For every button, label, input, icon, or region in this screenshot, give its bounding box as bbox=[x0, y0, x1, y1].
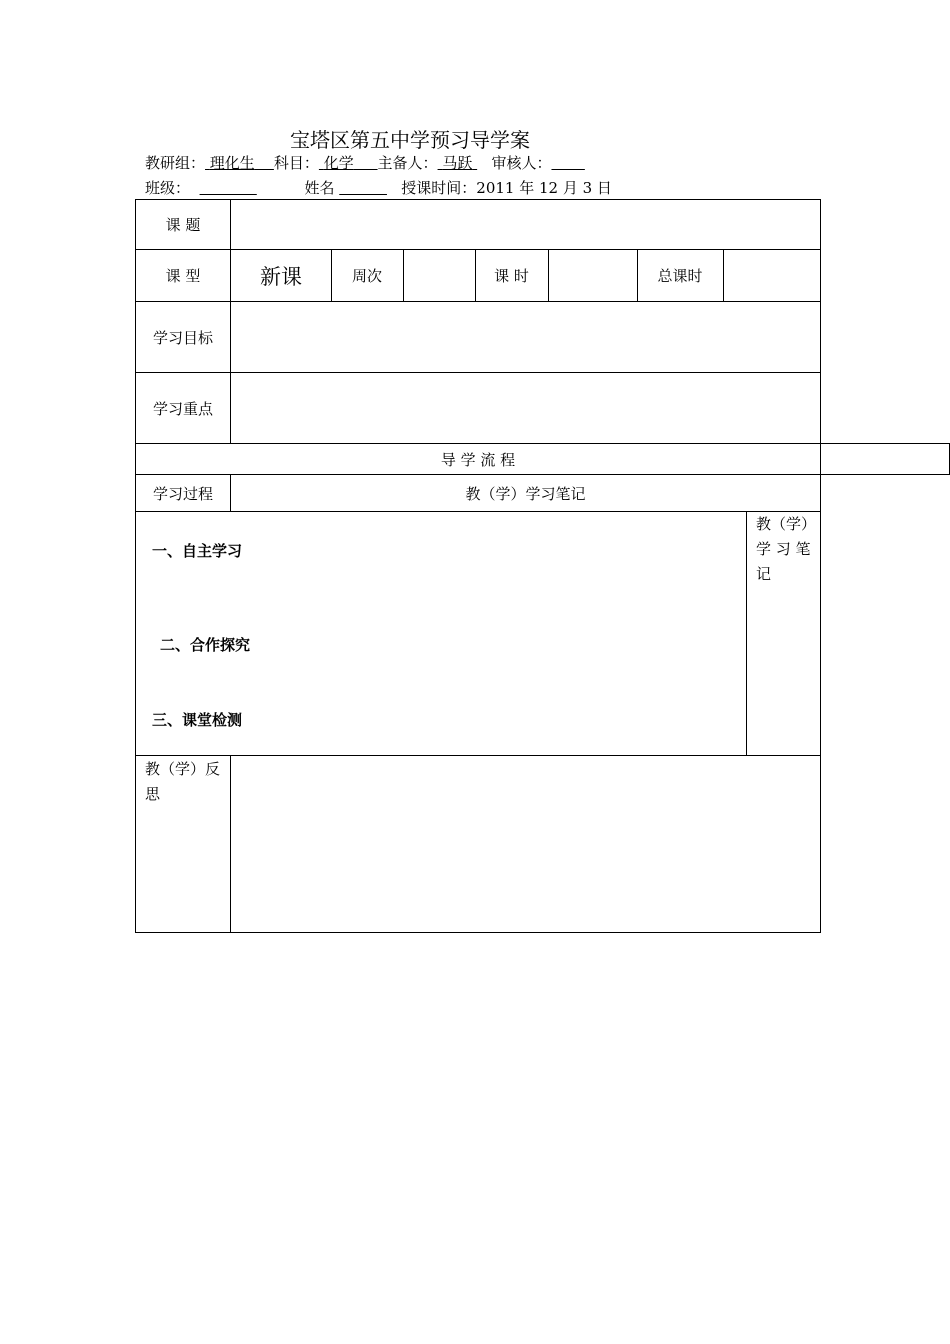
process-label: 学习过程 bbox=[152, 484, 213, 503]
group-value: 理化生 bbox=[209, 154, 255, 172]
side-notes-line-1: 教（学） bbox=[756, 515, 817, 533]
header-line-1 bbox=[145, 152, 585, 173]
group-label: 教研组： bbox=[145, 154, 206, 172]
goal-label: 学习目标 bbox=[152, 328, 213, 347]
side-notes-line-3: 记 bbox=[756, 565, 772, 583]
class-blank bbox=[200, 179, 257, 197]
reflection-line-2: 思 bbox=[145, 785, 161, 803]
section-self-study: 一、自主学习 bbox=[152, 542, 243, 560]
reflection-field[interactable] bbox=[231, 756, 820, 932]
total-label: 总课时 bbox=[657, 267, 703, 285]
type-value: 新课 bbox=[260, 264, 302, 289]
preparer-value: 马跃 bbox=[442, 154, 473, 172]
reflection-label bbox=[145, 757, 229, 807]
class-label: 班级： bbox=[145, 179, 191, 197]
flow-header: 导 学 流 程 bbox=[440, 450, 516, 469]
section-class-test: 三、课堂检测 bbox=[152, 711, 243, 729]
topic-field[interactable] bbox=[231, 200, 820, 249]
key-label: 学习重点 bbox=[152, 399, 213, 418]
topic-label: 课 题 bbox=[165, 216, 201, 234]
side-notes-line-2: 学 习 笔 bbox=[756, 540, 811, 558]
period-label: 课 时 bbox=[494, 267, 529, 285]
subject-label: 科目： bbox=[273, 154, 319, 172]
goal-field[interactable] bbox=[231, 302, 820, 372]
period-field[interactable] bbox=[549, 250, 637, 301]
reviewer-label: 审核人： bbox=[491, 154, 552, 172]
type-label: 课 型 bbox=[165, 267, 201, 285]
side-notes-label bbox=[756, 512, 816, 587]
page-title: 宝塔区第五中学预习导学案 bbox=[290, 128, 530, 152]
name-label: 姓名 bbox=[304, 179, 335, 197]
subject-value: 化学 bbox=[323, 154, 354, 172]
date-value: 2011 年 12 月 3 日 bbox=[476, 179, 612, 197]
total-field[interactable] bbox=[724, 250, 820, 301]
name-blank bbox=[339, 179, 387, 197]
reviewer-blank bbox=[551, 154, 584, 172]
week-label: 周次 bbox=[351, 267, 382, 285]
key-field[interactable] bbox=[231, 373, 820, 443]
week-field[interactable] bbox=[404, 250, 475, 301]
header-line-2 bbox=[145, 177, 612, 198]
date-label: 授课时间： bbox=[401, 179, 477, 197]
notes-header: 教（学）学习笔记 bbox=[465, 484, 586, 503]
section-cooperative-inquiry: 二、合作探究 bbox=[160, 636, 251, 654]
preparer-label: 主备人： bbox=[377, 154, 438, 172]
reflection-line-1: 教（学）反 bbox=[145, 760, 221, 778]
